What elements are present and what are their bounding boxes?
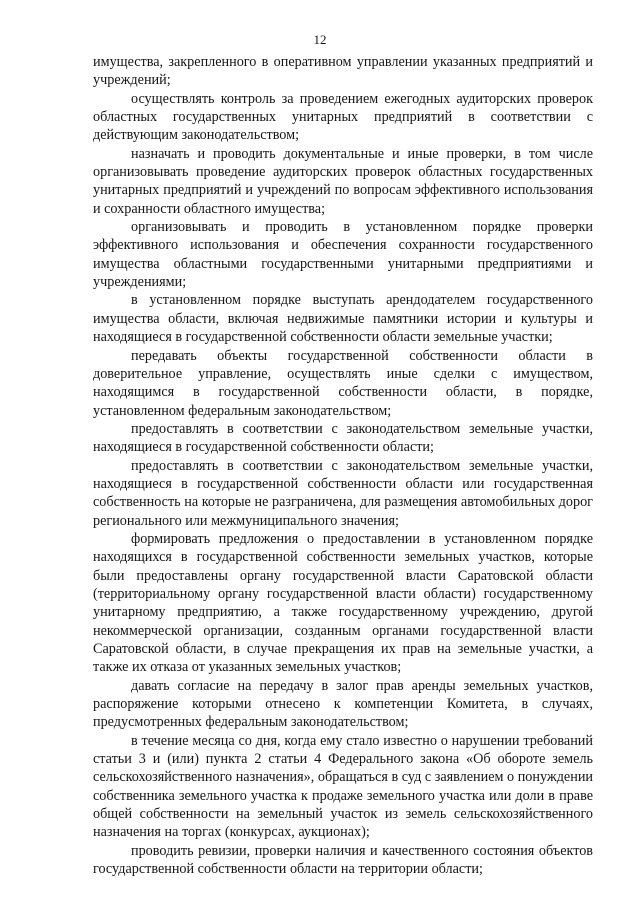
paragraph-pledge-consent: давать согласие на передачу в залог прав аренды земельных участков, распоряжение которыми отнесено к компетенции Комитета, в случаях, предусмотренных федеральным законодательством; <box>93 677 593 731</box>
paragraph-efficiency-checks: организовывать и проводить в установленном порядке проверки эффективного использования и обеспечения сохранности государственного имущества областными государственными унитарными предприятиями и учреждениями; <box>93 219 593 291</box>
paragraph-land-roads: предоставлять в соответствии с законодательством земельные участки, находящиеся в государственной собственности области или государственная собственность на которые не разграничена, для размещения автомобильных дорог регионального или межмуниципального значения; <box>93 457 593 529</box>
paragraph-revisions: проводить ревизии, проверки наличия и качественного состояния объектов государственной собственности области на территории области; <box>93 842 593 878</box>
paragraph-lessor: в установленном порядке выступать арендодателем государственного имущества области, включая недвижимые памятники истории и культуры и находящиеся в государственной собственности области земельные участки; <box>93 292 593 346</box>
document-body <box>93 53 593 878</box>
paragraph-proposals: формировать предложения о предоставлении в установленном порядке находящихся в государственной собственности земельных участков, которые были предоставлены органу государственной власти Саратовской области (территориальному органу государственной власти области) государственному унитарному предприятию, а также государственному учреждению, другой некоммерческой организации, созданным органами государственной власти Саратовской области, в случае прекращения их прав на земельные участки, а также их отказа от указанных земельных участков; <box>93 530 593 676</box>
paragraph-trust-management: передавать объекты государственной собственности области в доверительное управление, осуществлять иные сделки с имуществом, находящимся в государственной собственности области, в порядке, установленном федеральным законодательством; <box>93 347 593 419</box>
paragraph-land-provision: предоставлять в соответствии с законодательством земельные участки, находящиеся в государственной собственности области; <box>93 420 593 456</box>
paragraph-continuation: имущества, закрепленного в оперативном управлении указанных предприятий и учреждений; <box>93 54 593 89</box>
paragraph-inspections: назначать и проводить документальные и иные проверки, в том числе организовывать проведение аудиторских проверок областных государственных унитарных предприятий и учреждений по вопросам эффективного использования и сохранности областного имущества; <box>93 145 593 217</box>
paragraph-audit-control: осуществлять контроль за проведением ежегодных аудиторских проверок областных государственных унитарных предприятий в соответствии с действующим законодательством; <box>93 90 593 144</box>
paragraph-court-claims: в течение месяца со дня, когда ему стало известно о нарушении требований статьи 3 и (или) пункта 2 статьи 4 Федерального закона «Об обороте земель сельскохозяйственного назначения», обращаться в суд с заявлением о понуждении собственника земельного участка к продаже земельного участка или доли в праве общей собственности на земельный участок из земель сельскохозяйственного назначения на торгах (конкурсах, аукционах); <box>93 732 593 841</box>
page-number: 12 <box>313 32 327 47</box>
